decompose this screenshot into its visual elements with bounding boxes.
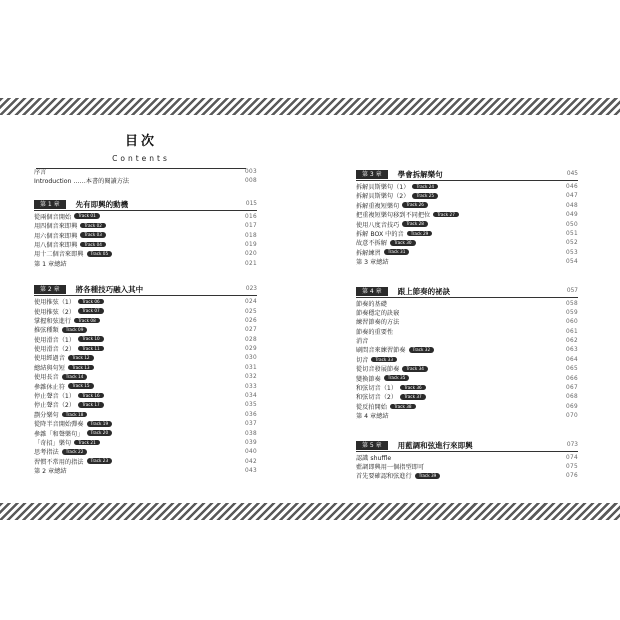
entry-text: 藍調即興用一個指型即可: [356, 463, 425, 471]
toc-entry: [356, 221, 578, 230]
entry-label: [34, 430, 112, 439]
entry-label: [356, 346, 434, 355]
entry-label: [356, 230, 432, 239]
entry-label: [34, 177, 129, 186]
chapter-page-number: 015: [245, 200, 257, 207]
page-number: 060: [566, 319, 578, 326]
toc-entry: [34, 401, 257, 410]
entry-text: 參雜休止符: [34, 383, 65, 391]
toc-entry: [34, 373, 257, 382]
track-badge: Track 18: [62, 412, 88, 418]
page-number: 020: [245, 251, 257, 258]
toc-entry: [356, 249, 578, 258]
entry-text: 變換節奏: [356, 375, 381, 383]
track-badge: Track 11: [78, 346, 104, 352]
entry-text: 使用推弦（1）: [34, 299, 76, 307]
page-number: 034: [245, 393, 257, 400]
entry-label: [356, 309, 399, 318]
page-number: 075: [566, 463, 578, 470]
track-badge: Track 04: [80, 242, 106, 248]
page-number: 025: [245, 308, 257, 315]
toc-entry: [356, 384, 578, 393]
entry-text: 認識 shuffle: [356, 454, 392, 462]
entry-label: [356, 192, 438, 201]
page-number: 074: [566, 454, 578, 461]
page-number: 039: [245, 439, 257, 446]
toc-entry: [34, 411, 257, 420]
entry-text: 總結與句短: [34, 364, 65, 372]
page-title: 目次: [124, 134, 157, 149]
chapter-number-badge: 第 3 章: [356, 170, 388, 179]
entry-label: [356, 300, 387, 309]
page-number: 062: [566, 338, 578, 345]
chapter-section: [356, 163, 578, 268]
toc-entry: [356, 202, 578, 211]
entry-label: [356, 393, 426, 402]
track-badge: Track 20: [87, 430, 113, 436]
entry-label: [34, 420, 112, 429]
entry-text: 用十二個音來即興: [34, 251, 84, 259]
toc-entry: [34, 354, 257, 363]
track-badge: Track 36: [400, 385, 426, 391]
chapter-page-number: 045: [566, 171, 578, 177]
entry-text: 第 2 章總結: [34, 468, 67, 476]
entry-label: [34, 336, 104, 345]
entry-text: 思考指法: [34, 449, 59, 457]
page-number: 047: [566, 193, 578, 200]
entry-text: 第 3 章總結: [356, 259, 389, 267]
track-badge: Track 05: [87, 251, 113, 257]
toc-entry: [356, 230, 578, 239]
entry-label: [34, 373, 87, 382]
toc-entry: [34, 458, 257, 467]
toc-right-column: [356, 163, 578, 482]
page-number: 059: [566, 309, 578, 316]
track-badge: Track 22: [62, 449, 88, 455]
entry-text: 節奏的基礎: [356, 300, 387, 308]
track-badge: Track 34: [402, 366, 428, 372]
page-number: 028: [245, 336, 257, 343]
page-number: 066: [566, 375, 578, 382]
page-number: 008: [245, 178, 257, 185]
entry-text: 從兩個音開始: [34, 213, 72, 221]
entry-text: 停止聲音（2）: [34, 402, 76, 410]
entry-label: [356, 211, 459, 220]
page-number: 019: [245, 241, 257, 248]
entry-text: 拆解練習: [356, 249, 381, 257]
toc-entry: [34, 241, 257, 250]
toc-entry: [356, 239, 578, 248]
entry-label: [34, 222, 106, 231]
entry-label: [356, 328, 393, 337]
entry-label: [34, 298, 104, 307]
track-badge: Track 28: [402, 221, 428, 227]
page-number: 067: [566, 385, 578, 392]
page-number: 029: [245, 346, 257, 353]
page-number: 038: [245, 430, 257, 437]
entry-text: 停止聲音（1）: [34, 393, 76, 401]
page-number: 054: [566, 259, 578, 266]
page-number: 042: [245, 458, 257, 465]
entry-text: 第 1 章總結: [34, 260, 67, 268]
toc-entry: [34, 232, 257, 241]
entry-label: [356, 472, 440, 481]
toc-entry: [34, 345, 257, 354]
toc-entry: [356, 375, 578, 384]
chapter-heading: [34, 278, 257, 294]
track-badge: Track 29: [407, 231, 433, 237]
entry-text: 練習節奏的方法: [356, 319, 400, 327]
toc-entry: [356, 463, 578, 472]
track-badge: Track 19: [87, 421, 113, 427]
toc-header: [36, 130, 246, 169]
track-badge: Track 03: [80, 232, 106, 238]
entry-label: [356, 258, 389, 267]
chapter-section: [34, 278, 257, 476]
entry-label: [34, 326, 87, 335]
track-badge: Track 02: [80, 223, 106, 229]
toc-entry: [34, 392, 257, 401]
entry-label: [356, 318, 399, 327]
entry-text: 把重複短樂句移到不同把位: [356, 212, 431, 220]
chapter-section: [356, 280, 578, 422]
track-badge: Track 35: [384, 375, 410, 381]
toc-entry: [356, 183, 578, 192]
entry-label: [356, 403, 416, 412]
track-badge: Track 33: [371, 357, 397, 363]
entry-text: 故意不拆解: [356, 240, 387, 248]
entry-text: 序言: [34, 169, 47, 176]
chapter-divider: [34, 210, 257, 211]
top-stripe-band: [0, 98, 620, 115]
page-number: 021: [245, 260, 257, 267]
toc-entry: [356, 192, 578, 201]
page-number: 017: [245, 223, 257, 230]
entry-text: 第 4 章總結: [356, 413, 389, 421]
entry-text: 參雜「和聲樂句」: [34, 430, 84, 438]
toc-entry: [34, 213, 257, 222]
page-number: 046: [566, 184, 578, 190]
chapter-section: [356, 434, 578, 482]
bottom-stripe-band: [0, 503, 620, 520]
page-number: 070: [566, 413, 578, 420]
track-badge: Track 21: [74, 440, 100, 446]
chapter-heading: [356, 163, 578, 179]
entry-label: [356, 337, 368, 346]
entry-text: 從降半音開始彈奏: [34, 421, 84, 429]
track-badge: Track 23: [87, 458, 113, 464]
chapter-heading: [34, 193, 257, 209]
track-badge: Track 25: [412, 193, 438, 199]
page-number: 031: [245, 364, 257, 371]
toc-entry: [356, 403, 578, 412]
page-number: 030: [245, 355, 257, 362]
entry-text: 使用經過音: [34, 355, 65, 363]
entry-label: [356, 239, 416, 248]
track-badge: Track 26: [402, 202, 428, 208]
entry-label: [356, 183, 438, 192]
page-number: 018: [245, 232, 257, 239]
page-number: 032: [245, 374, 257, 381]
entry-text: 習慣不常用的指法: [34, 458, 84, 466]
entry-label: [34, 317, 100, 326]
entry-text: 拆解 BOX 中的音: [356, 230, 404, 238]
page-number: 049: [566, 212, 578, 219]
entry-label: [34, 383, 94, 392]
toc-entry: [356, 454, 578, 463]
track-badge: Track 13: [68, 365, 94, 371]
track-badge: Track 31: [384, 249, 410, 255]
entry-label: [356, 375, 409, 384]
toc-entry: [34, 177, 257, 186]
entry-text: 節奏的重要性: [356, 328, 394, 336]
chapter-section: [34, 193, 257, 269]
page-number: 068: [566, 394, 578, 401]
chapter-title: 先有即興的動機: [75, 199, 129, 209]
toc-entry: [356, 472, 578, 481]
entry-label: [356, 384, 426, 393]
chapter-page-number: 073: [566, 441, 578, 448]
track-badge: Track 37: [400, 394, 426, 400]
page-number: 036: [245, 411, 257, 418]
entry-text: 用八個音來即興: [34, 241, 78, 249]
toc-entry: [356, 337, 578, 346]
page-number: 053: [566, 249, 578, 256]
page-number: 027: [245, 327, 257, 334]
track-badge: Track 12: [68, 355, 94, 361]
entry-label: [34, 439, 100, 448]
entry-label: [34, 401, 104, 410]
toc-entry: [356, 412, 578, 421]
track-badge: Track 24: [412, 184, 438, 190]
track-badge: Track 16: [78, 393, 104, 399]
page-number: 035: [245, 402, 257, 409]
entry-text: 和弦切音（2）: [356, 394, 398, 402]
toc-entry: [356, 393, 578, 402]
toc-entry: [34, 439, 257, 448]
entry-text: 用六個音來即興: [34, 232, 78, 240]
page-number: 058: [566, 300, 578, 307]
entry-label: [34, 250, 112, 259]
entry-text: 從切音發展節奏: [356, 366, 400, 374]
entry-text: 「奇招」樂句: [34, 439, 72, 447]
entry-label: [34, 308, 104, 317]
track-badge: Track 07: [78, 308, 104, 314]
toc-entry: [34, 260, 257, 269]
entry-label: [34, 392, 104, 401]
page-number: 003: [245, 169, 257, 175]
chapter-divider: [356, 297, 578, 298]
chapter-heading: [356, 434, 578, 450]
toc-entry: [34, 420, 257, 429]
entry-label: [356, 365, 428, 374]
toc-entry: [356, 258, 578, 267]
track-badge: Track 39: [415, 473, 441, 479]
entry-text: 刷問音來練習節奏: [356, 347, 406, 355]
toc-entry: [34, 467, 257, 476]
chapter-heading: [356, 280, 578, 296]
entry-label: [356, 221, 428, 230]
toc-entry: [356, 318, 578, 327]
chapter-number-badge: 第 1 章: [34, 200, 66, 209]
entry-label: [34, 364, 94, 373]
toc-entry: [356, 309, 578, 318]
entry-text: 節奏穩定的訣竅: [356, 309, 400, 317]
entry-text: 劃分樂句: [34, 411, 59, 419]
entry-label: [34, 260, 67, 269]
chapter-divider: [356, 180, 578, 181]
entry-text: Introduction ……本書的閱讀方法: [34, 178, 130, 186]
entry-text: 消音: [356, 338, 369, 346]
page-number: 061: [566, 328, 578, 335]
toc-entry: [34, 326, 257, 335]
chapter-page-number: 023: [245, 286, 257, 293]
toc-entry: [34, 383, 257, 392]
entry-label: [356, 412, 389, 421]
toc-entry: [356, 300, 578, 309]
chapter-number-badge: 第 4 章: [356, 287, 388, 296]
toc-left-column: [34, 168, 257, 477]
track-badge: Track 38: [390, 404, 416, 410]
entry-text: 使用滑音（1）: [34, 336, 76, 344]
track-badge: Track 09: [62, 327, 88, 333]
track-badge: Track 27: [433, 212, 459, 218]
chapter-divider: [34, 295, 257, 296]
toc-entry: [34, 222, 257, 231]
track-badge: Track 32: [409, 347, 435, 353]
track-badge: Track 14: [62, 374, 88, 380]
entry-text: 從反拍開始: [356, 403, 387, 411]
entry-text: 切音: [356, 356, 369, 364]
entry-text: 首先要確認和弦進行: [356, 473, 412, 481]
page-number: 051: [566, 230, 578, 237]
toc-entry: [34, 364, 257, 373]
page-number: 069: [566, 403, 578, 410]
page-number: 064: [566, 356, 578, 363]
entry-label: [356, 454, 391, 463]
page-number: 052: [566, 240, 578, 247]
toc-entry: [356, 211, 578, 220]
page-number: 065: [566, 366, 578, 373]
page-number: 016: [245, 213, 257, 220]
entry-label: [34, 345, 104, 354]
entry-text: 使用滑音（2）: [34, 346, 76, 354]
page-number: 037: [245, 421, 257, 428]
toc-entry: [34, 298, 257, 307]
toc-entry: [34, 448, 257, 457]
entry-text: 使用推弦（2）: [34, 308, 76, 316]
chapter-title: 跟上節奏的祕訣: [397, 286, 451, 296]
page-number: 048: [566, 202, 578, 209]
page-number: 076: [566, 473, 578, 480]
page-subtitle: Contents: [112, 154, 170, 163]
entry-text: 推弦種類: [34, 327, 59, 335]
page-number: 040: [245, 449, 257, 456]
entry-text: 和弦切音（1）: [356, 385, 398, 393]
entry-label: [34, 448, 87, 457]
track-badge: Track 08: [74, 318, 100, 324]
track-badge: Track 01: [74, 213, 100, 219]
toc-entry: [356, 365, 578, 374]
page-number: 033: [245, 383, 257, 390]
chapter-divider: [356, 451, 578, 452]
chapter-title: 用藍調和弦進行來即興: [397, 440, 473, 450]
toc-entry: [34, 336, 257, 345]
entry-text: 用四個音來即興: [34, 223, 78, 231]
entry-label: [356, 463, 424, 472]
toc-entry: [34, 308, 257, 317]
chapter-title: 將各種技巧融入其中: [75, 285, 144, 295]
entry-label: [34, 467, 67, 476]
entry-label: [34, 411, 87, 420]
entry-text: 拆解重複短樂句: [356, 202, 400, 210]
track-badge: Track 30: [390, 240, 416, 246]
entry-label: [34, 213, 100, 222]
entry-label: [34, 241, 106, 250]
entry-text: 拆解貝斯樂句（2）: [356, 193, 410, 201]
chapter-page-number: 057: [566, 287, 578, 294]
page-number: 063: [566, 347, 578, 354]
chapter-number-badge: 第 5 章: [356, 441, 388, 450]
toc-entry: [34, 250, 257, 259]
track-badge: Track 06: [78, 299, 104, 305]
page-number: 043: [245, 468, 257, 475]
toc-entry: [356, 346, 578, 355]
track-badge: Track 17: [78, 402, 104, 408]
track-badge: Track 15: [68, 383, 94, 389]
toc-entry: [34, 168, 257, 177]
chapter-number-badge: 第 2 章: [34, 285, 66, 294]
chapter-title: 學會拆解樂句: [397, 170, 443, 179]
entry-text: 掌握和弦進行: [34, 317, 72, 325]
entry-label: [34, 354, 94, 363]
page-number: 024: [245, 299, 257, 306]
page-number: 050: [566, 221, 578, 228]
entry-label: [356, 356, 397, 365]
entry-label: [34, 458, 112, 467]
entry-label: [34, 232, 106, 241]
toc-entry: [356, 328, 578, 337]
track-badge: Track 10: [78, 336, 104, 342]
entry-text: 使用八度音技巧: [356, 221, 400, 229]
entry-label: [34, 168, 46, 177]
toc-entry: [34, 317, 257, 326]
entry-text: 拆解貝斯樂句（1）: [356, 184, 410, 191]
toc-entry: [356, 356, 578, 365]
toc-entry: [34, 430, 257, 439]
entry-text: 使用長音: [34, 374, 59, 382]
entry-label: [356, 202, 428, 211]
page-number: 026: [245, 317, 257, 324]
entry-label: [356, 249, 409, 258]
